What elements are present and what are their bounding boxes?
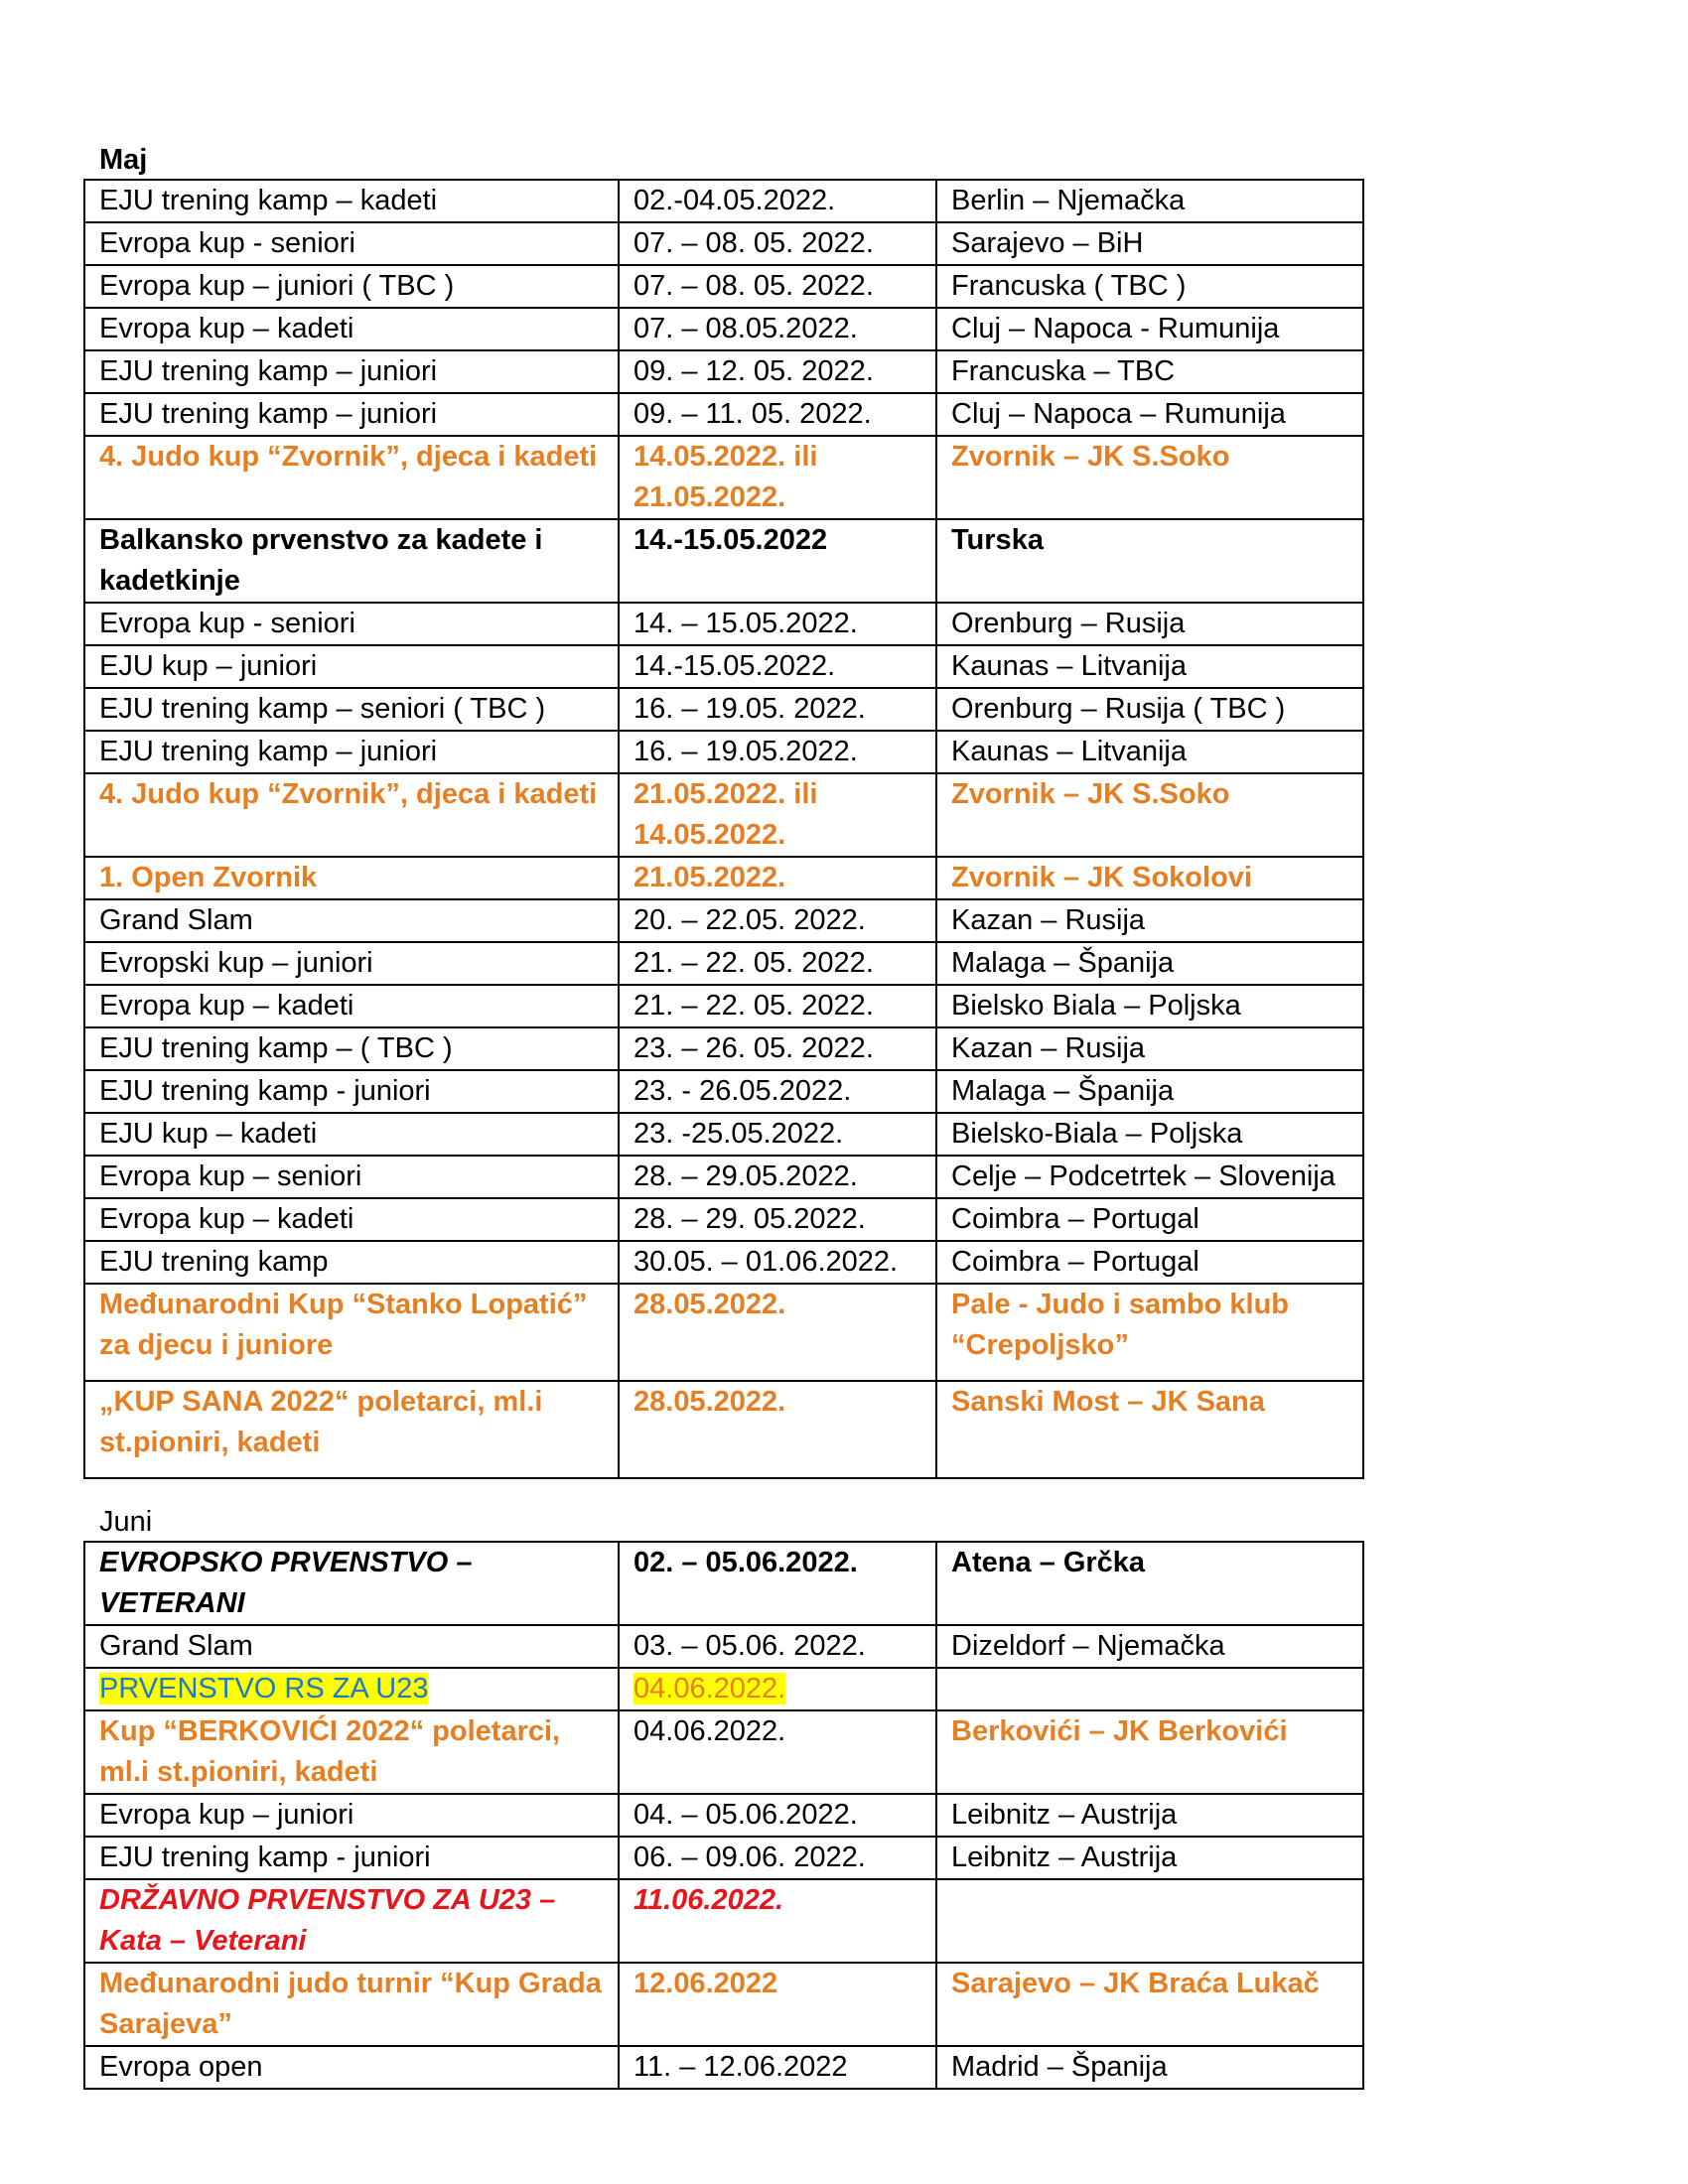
- cell-date: [619, 350, 936, 393]
- table-row: [84, 1879, 1363, 1963]
- place-text: Coimbra – Portugal: [951, 1203, 1199, 1235]
- cell-event: [84, 985, 619, 1027]
- cell-date: [619, 1156, 936, 1198]
- cell-event: [84, 1668, 619, 1710]
- schedule-table-maj: [83, 179, 1364, 1479]
- place-text: Zvornik – JK S.Soko: [951, 778, 1230, 810]
- table-row: [84, 1794, 1363, 1837]
- cell-event: [84, 1284, 619, 1381]
- event-text: Međunarodni Kup “Stanko Lopatić” za djecu i juniore: [99, 1289, 588, 1361]
- table-row: [84, 393, 1363, 436]
- cell-event: [84, 1542, 619, 1625]
- event-text: EJU trening kamp – juniori: [99, 736, 438, 767]
- place-text: Leibnitz – Austrija: [951, 1842, 1178, 1873]
- cell-place: [936, 985, 1363, 1027]
- cell-place: [936, 1668, 1363, 1710]
- table-row: [84, 519, 1363, 603]
- cell-event: [84, 603, 619, 645]
- date-text: 04.06.2022.: [633, 1673, 786, 1705]
- table-row: [84, 899, 1363, 942]
- cell-date: [619, 308, 936, 350]
- table-row: [84, 222, 1363, 265]
- cell-place: [936, 308, 1363, 350]
- event-text: Evropa kup – kadeti: [99, 1203, 354, 1235]
- cell-place: [936, 1070, 1363, 1113]
- place-text: Kaunas – Litvanija: [951, 736, 1187, 767]
- date-text: 23. - 26.05.2022.: [633, 1075, 852, 1107]
- cell-place: [936, 1625, 1363, 1668]
- event-text: 4. Judo kup “Zvornik”, djeca i kadeti: [99, 441, 598, 473]
- place-text: Bielsko Biala – Poljska: [951, 990, 1241, 1022]
- cell-event: [84, 857, 619, 899]
- section-title-maj: Maj: [99, 144, 148, 176]
- event-text: Evropa kup – juniori: [99, 1799, 354, 1831]
- cell-place: [936, 1381, 1363, 1478]
- event-text: Evropa kup – seniori: [99, 1160, 362, 1192]
- cell-event: [84, 350, 619, 393]
- cell-event: [84, 1156, 619, 1198]
- event-text: PRVENSTVO RS ZA U23: [99, 1673, 429, 1705]
- cell-date: [619, 1963, 936, 2046]
- place-text: Cluj – Napoca - Rumunija: [951, 313, 1280, 344]
- cell-event: [84, 1241, 619, 1284]
- table-row: [84, 1284, 1363, 1381]
- cell-event: [84, 519, 619, 603]
- table-row: [84, 773, 1363, 857]
- cell-event: [84, 436, 619, 519]
- table-row: [84, 1027, 1363, 1070]
- cell-place: [936, 436, 1363, 519]
- table-row: [84, 350, 1363, 393]
- cell-date: [619, 1794, 936, 1837]
- date-text: 14.-15.05.2022: [633, 524, 828, 556]
- cell-date: [619, 1879, 936, 1963]
- cell-place: [936, 942, 1363, 985]
- cell-place: [936, 1113, 1363, 1156]
- cell-place: [936, 1963, 1363, 2046]
- place-text: Kaunas – Litvanija: [951, 650, 1187, 682]
- place-text: Zvornik – JK S.Soko: [951, 441, 1230, 473]
- cell-place: [936, 1837, 1363, 1879]
- cell-event: [84, 1794, 619, 1837]
- table-row: [84, 265, 1363, 308]
- cell-place: [936, 222, 1363, 265]
- place-text: Malaga – Španija: [951, 947, 1175, 979]
- cell-place: [936, 180, 1363, 222]
- table-row: [84, 603, 1363, 645]
- date-text: 04.06.2022.: [633, 1715, 786, 1747]
- cell-date: [619, 731, 936, 773]
- date-text: 04. – 05.06.2022.: [633, 1799, 858, 1831]
- table-row: [84, 688, 1363, 731]
- cell-date: [619, 1837, 936, 1879]
- date-text: 28. – 29.05.2022.: [633, 1160, 858, 1192]
- cell-date: [619, 1027, 936, 1070]
- cell-date: [619, 265, 936, 308]
- cell-event: [84, 645, 619, 688]
- event-text: 4. Judo kup “Zvornik”, djeca i kadeti: [99, 778, 598, 810]
- cell-event: [84, 688, 619, 731]
- event-text: Evropski kup – juniori: [99, 947, 373, 979]
- place-text: Francuska ( TBC ): [951, 270, 1187, 302]
- cell-place: [936, 731, 1363, 773]
- table-row: [84, 2046, 1363, 2089]
- place-text: Francuska – TBC: [951, 355, 1176, 387]
- cell-event: [84, 180, 619, 222]
- cell-date: [619, 1710, 936, 1794]
- table-row: [84, 645, 1363, 688]
- cell-date: [619, 1198, 936, 1241]
- table-row: [84, 1542, 1363, 1625]
- cell-date: [619, 1284, 936, 1381]
- place-text: Orenburg – Rusija ( TBC ): [951, 693, 1286, 725]
- event-text: DRŽAVNO PRVENSTVO ZA U23 – Kata – Veterani: [99, 1884, 556, 1957]
- date-text: 14.05.2022. ili 21.05.2022.: [633, 441, 818, 513]
- cell-event: [84, 1198, 619, 1241]
- date-text: 07. – 08. 05. 2022.: [633, 270, 874, 302]
- table-row: [84, 308, 1363, 350]
- place-text: Atena – Grčka: [951, 1547, 1146, 1578]
- cell-date: [619, 773, 936, 857]
- place-text: Kazan – Rusija: [951, 904, 1146, 936]
- event-text: Međunarodni judo turnir “Kup Grada Sarajeva”: [99, 1968, 602, 2040]
- cell-event: [84, 393, 619, 436]
- cell-date: [619, 393, 936, 436]
- place-text: Turska: [951, 524, 1044, 556]
- date-text: 09. – 11. 05. 2022.: [633, 398, 872, 430]
- event-text: EJU trening kamp – juniori: [99, 398, 438, 430]
- cell-place: [936, 1027, 1363, 1070]
- cell-place: [936, 857, 1363, 899]
- cell-event: [84, 1070, 619, 1113]
- place-text: Malaga – Španija: [951, 1075, 1175, 1107]
- table-row: [84, 1710, 1363, 1794]
- cell-event: [84, 1113, 619, 1156]
- date-text: 21.05.2022.: [633, 862, 786, 893]
- date-text: 14.-15.05.2022.: [633, 650, 836, 682]
- event-text: EJU trening kamp – kadeti: [99, 185, 438, 216]
- date-text: 06. – 09.06. 2022.: [633, 1842, 866, 1873]
- cell-place: [936, 603, 1363, 645]
- table-row: [84, 436, 1363, 519]
- place-text: Madrid – Španija: [951, 2051, 1168, 2083]
- date-text: 16. – 19.05. 2022.: [633, 693, 866, 725]
- cell-date: [619, 1113, 936, 1156]
- date-text: 14. – 15.05.2022.: [633, 608, 858, 639]
- event-text: Kup “BERKOVIĆI 2022“ poletarci, ml.i st.pioniri, kadeti: [99, 1715, 561, 1788]
- cell-event: [84, 731, 619, 773]
- cell-place: [936, 1156, 1363, 1198]
- date-text: 20. – 22.05. 2022.: [633, 904, 866, 936]
- cell-place: [936, 1879, 1363, 1963]
- cell-event: [84, 1837, 619, 1879]
- place-text: Pale - Judo i sambo klub “Crepoljsko”: [951, 1289, 1290, 1361]
- cell-date: [619, 1070, 936, 1113]
- table-row: [84, 1113, 1363, 1156]
- event-text: Evropa kup – kadeti: [99, 313, 354, 344]
- event-text: EJU kup – juniori: [99, 650, 318, 682]
- table-row: [84, 1668, 1363, 1710]
- date-text: 28. – 29. 05.2022.: [633, 1203, 866, 1235]
- place-text: Berkovići – JK Berkovići: [951, 1715, 1288, 1747]
- place-text: Bielsko-Biala – Poljska: [951, 1118, 1243, 1150]
- cell-event: [84, 265, 619, 308]
- cell-event: [84, 222, 619, 265]
- date-text: 21. – 22. 05. 2022.: [633, 990, 874, 1022]
- event-text: EJU trening kamp - juniori: [99, 1075, 431, 1107]
- cell-date: [619, 1542, 936, 1625]
- date-text: 02. – 05.06.2022.: [633, 1547, 858, 1578]
- cell-place: [936, 773, 1363, 857]
- cell-date: [619, 1381, 936, 1478]
- date-text: 07. – 08.05.2022.: [633, 313, 858, 344]
- table-row: [84, 1156, 1363, 1198]
- table-row: [84, 985, 1363, 1027]
- cell-date: [619, 436, 936, 519]
- event-text: Evropa open: [99, 2051, 263, 2083]
- cell-place: [936, 688, 1363, 731]
- date-text: 23. -25.05.2022.: [633, 1118, 844, 1150]
- cell-place: [936, 350, 1363, 393]
- cell-place: [936, 1542, 1363, 1625]
- cell-place: [936, 1710, 1363, 1794]
- table-row: [84, 1070, 1363, 1113]
- event-text: EJU trening kamp: [99, 1246, 329, 1278]
- cell-date: [619, 2046, 936, 2089]
- place-text: Dizeldorf – Njemačka: [951, 1630, 1225, 1662]
- table-row: [84, 1198, 1363, 1241]
- date-text: 28.05.2022.: [633, 1386, 786, 1418]
- place-text: Kazan – Rusija: [951, 1032, 1146, 1064]
- event-text: EJU trening kamp – ( TBC ): [99, 1032, 453, 1064]
- date-text: 12.06.2022: [633, 1968, 778, 1999]
- date-text: 30.05. – 01.06.2022.: [633, 1246, 899, 1278]
- cell-place: [936, 899, 1363, 942]
- event-text: EJU kup – kadeti: [99, 1118, 318, 1150]
- event-text: Grand Slam: [99, 904, 253, 936]
- cell-place: [936, 265, 1363, 308]
- cell-place: [936, 1198, 1363, 1241]
- date-text: 02.-04.05.2022.: [633, 185, 836, 216]
- cell-place: [936, 1794, 1363, 1837]
- cell-event: [84, 1710, 619, 1794]
- cell-date: [619, 688, 936, 731]
- place-text: Coimbra – Portugal: [951, 1246, 1199, 1278]
- cell-date: [619, 1668, 936, 1710]
- event-text: Evropa kup - seniori: [99, 608, 355, 639]
- cell-date: [619, 899, 936, 942]
- event-text: EVROPSKO PRVENSTVO – VETERANI: [99, 1547, 473, 1619]
- table-row: [84, 942, 1363, 985]
- cell-date: [619, 1625, 936, 1668]
- date-text: 28.05.2022.: [633, 1289, 786, 1320]
- place-text: Orenburg – Rusija: [951, 608, 1186, 639]
- place-text: Sanski Most – JK Sana: [951, 1386, 1265, 1418]
- table-row: [84, 1625, 1363, 1668]
- event-text: „KUP SANA 2022“ poletarci, ml.i st.pioniri, kadeti: [99, 1386, 543, 1458]
- table-row: [84, 1837, 1363, 1879]
- date-text: 11. – 12.06.2022: [633, 2051, 848, 2083]
- table-row: [84, 731, 1363, 773]
- event-text: EJU trening kamp – seniori ( TBC ): [99, 693, 546, 725]
- date-text: 07. – 08. 05. 2022.: [633, 227, 874, 259]
- date-text: 16. – 19.05.2022.: [633, 736, 858, 767]
- cell-event: [84, 942, 619, 985]
- cell-date: [619, 985, 936, 1027]
- cell-event: [84, 1625, 619, 1668]
- event-text: Evropa kup - seniori: [99, 227, 355, 259]
- cell-place: [936, 519, 1363, 603]
- place-text: Sarajevo – BiH: [951, 227, 1144, 259]
- cell-event: [84, 1963, 619, 2046]
- place-text: Leibnitz – Austrija: [951, 1799, 1178, 1831]
- date-text: 21.05.2022. ili 14.05.2022.: [633, 778, 818, 851]
- date-text: 09. – 12. 05. 2022.: [633, 355, 874, 387]
- cell-place: [936, 1284, 1363, 1381]
- cell-place: [936, 393, 1363, 436]
- cell-date: [619, 942, 936, 985]
- event-text: Evropa kup – juniori ( TBC ): [99, 270, 455, 302]
- cell-date: [619, 222, 936, 265]
- cell-event: [84, 1879, 619, 1963]
- table-row: [84, 1241, 1363, 1284]
- cell-event: [84, 1381, 619, 1478]
- date-text: 11.06.2022.: [633, 1884, 784, 1916]
- cell-date: [619, 857, 936, 899]
- date-text: 21. – 22. 05. 2022.: [633, 947, 874, 979]
- cell-place: [936, 2046, 1363, 2089]
- cell-date: [619, 603, 936, 645]
- schedule-table-juni: [83, 1541, 1364, 2090]
- event-text: Evropa kup – kadeti: [99, 990, 354, 1022]
- event-text: Grand Slam: [99, 1630, 253, 1662]
- date-text: 23. – 26. 05. 2022.: [633, 1032, 874, 1064]
- place-text: Cluj – Napoca – Rumunija: [951, 398, 1286, 430]
- event-text: EJU trening kamp - juniori: [99, 1842, 431, 1873]
- table-row: [84, 857, 1363, 899]
- place-text: Zvornik – JK Sokolovi: [951, 862, 1252, 893]
- cell-event: [84, 308, 619, 350]
- place-text: Sarajevo – JK Braća Lukač: [951, 1968, 1320, 1999]
- date-text: 03. – 05.06. 2022.: [633, 1630, 866, 1662]
- cell-event: [84, 773, 619, 857]
- cell-date: [619, 519, 936, 603]
- section-title-juni: Juni: [99, 1506, 153, 1538]
- cell-date: [619, 645, 936, 688]
- cell-date: [619, 1241, 936, 1284]
- cell-place: [936, 1241, 1363, 1284]
- cell-event: [84, 1027, 619, 1070]
- place-text: Celje – Podcetrtek – Slovenija: [951, 1160, 1336, 1192]
- event-text: EJU trening kamp – juniori: [99, 355, 438, 387]
- event-text: Balkansko prvenstvo za kadete i kadetkinje: [99, 524, 543, 597]
- cell-place: [936, 645, 1363, 688]
- place-text: Berlin – Njemačka: [951, 185, 1186, 216]
- table-row: [84, 1963, 1363, 2046]
- table-row: [84, 1381, 1363, 1478]
- cell-date: [619, 180, 936, 222]
- table-row: [84, 180, 1363, 222]
- event-text: 1. Open Zvornik: [99, 862, 318, 893]
- cell-event: [84, 2046, 619, 2089]
- cell-event: [84, 899, 619, 942]
